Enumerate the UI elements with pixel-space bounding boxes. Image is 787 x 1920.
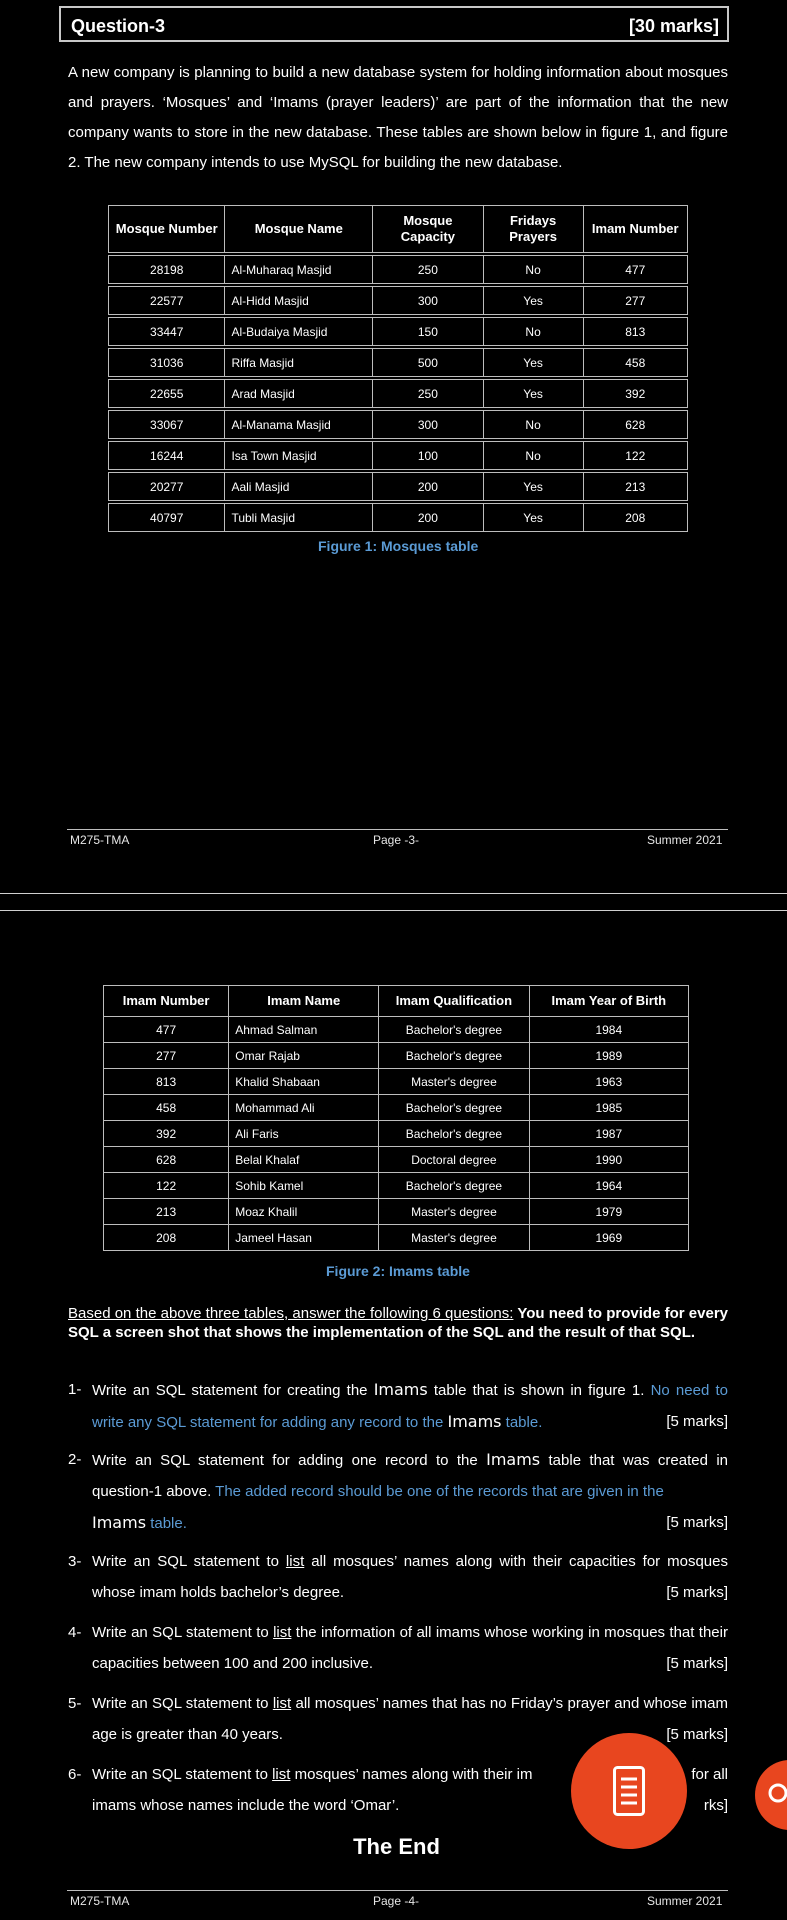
table-header-row [104,986,689,1017]
table-cell: 392 [104,1121,229,1147]
column-header: Imam Year of Birth [529,986,688,1017]
table-cell: Ali Faris [229,1121,379,1147]
table-cell: Bachelor's degree [379,1121,529,1147]
table-cell: Al-Hidd Masjid [225,285,373,316]
question-marks: rks] [703,1797,728,1814]
table-cell: Master's degree [379,1225,529,1251]
table-cell: No [483,254,583,285]
table-cell: Riffa Masjid [225,347,373,378]
table-row [109,409,688,440]
column-header: Imam Number [583,206,687,255]
table-cell: 1985 [529,1095,688,1121]
table-cell: Belal Khalaf [229,1147,379,1173]
table-row [104,1069,689,1095]
instructions-lead: Based on the above three tables, answer the following 6 questions: [68,1305,514,1322]
table-cell: Bachelor's degree [379,1095,529,1121]
table-cell: 1989 [529,1043,688,1069]
table-row [104,1173,689,1199]
table-cell: Jameel Hasan [229,1225,379,1251]
question-number: 1- [68,1381,82,1398]
question-marks: [5 marks] [666,1726,728,1743]
table-cell: 1990 [529,1147,688,1173]
page-break-line [0,910,787,911]
reader-mode-button[interactable] [571,1733,687,1849]
question-marks: [30 marks] [628,16,719,36]
instructions-bold: You need to provide for every SQL a screen shot that shows the implementation of the SQL and the result of that SQL. [68,1305,728,1341]
table-cell: Yes [483,285,583,316]
mosques-table [108,205,688,532]
question-number: 2- [68,1451,82,1468]
column-header: Fridays Prayers [483,206,583,255]
column-header: Imam Name [229,986,379,1017]
table-cell: Yes [483,378,583,409]
table-cell: 213 [104,1199,229,1225]
table-row [104,1147,689,1173]
table-cell: 813 [104,1069,229,1095]
column-header: Imam Number [104,986,229,1017]
table-cell: 300 [373,285,484,316]
table-cell: No [483,409,583,440]
table-row [104,1199,689,1225]
table-cell: 458 [104,1095,229,1121]
table-cell: 628 [104,1147,229,1173]
table-cell: Moaz Khalil [229,1199,379,1225]
table-cell: 200 [373,502,484,532]
question-title: Question-3 [71,16,166,36]
question-text: Write an SQL statement for creating the Imams table that is shown in figure 1. No need to write any SQL statement for adding any record to the Imams table. [5 marks] [92,1374,728,1438]
table-row [109,285,688,316]
table-row [104,1225,689,1251]
table-cell: No [483,440,583,471]
table-cell: 277 [583,285,687,316]
table-cell: 392 [583,378,687,409]
table-cell: 628 [583,409,687,440]
footer-page: Page -3- [373,833,420,847]
table-row [109,347,688,378]
table-cell: 458 [583,347,687,378]
question-marks: [5 marks] [666,1413,728,1430]
table-row [109,440,688,471]
table-cell: Bachelor's degree [379,1043,529,1069]
table-cell: 213 [583,471,687,502]
table-cell: 208 [104,1225,229,1251]
table-row [104,1095,689,1121]
table-cell: 33067 [109,409,225,440]
table-row [109,254,688,285]
table-row [104,1017,689,1043]
table-cell: 28198 [109,254,225,285]
footer-right: Summer 2021 [647,833,723,847]
page-break-line [0,893,787,894]
column-header: Mosque Name [225,206,373,255]
table-cell: 300 [373,409,484,440]
column-header: Mosque Number [109,206,225,255]
question-marks: [5 marks] [666,1655,728,1672]
table-cell: 1964 [529,1173,688,1199]
question-header-box [59,6,729,42]
table-cell: Master's degree [379,1069,529,1095]
table-cell: Bachelor's degree [379,1173,529,1199]
table-cell: 150 [373,316,484,347]
table-cell: Mohammad Ali [229,1095,379,1121]
table-cell: Bachelor's degree [379,1017,529,1043]
table-cell: 31036 [109,347,225,378]
table-cell: Al-Muharaq Masjid [225,254,373,285]
table-cell: 122 [583,440,687,471]
table-cell: Ahmad Salman [229,1017,379,1043]
table-cell: Arad Masjid [225,378,373,409]
imams-table [103,985,689,1251]
table-cell: Khalid Shabaan [229,1069,379,1095]
table-cell: 208 [583,502,687,532]
question-text: Write an SQL statement to list the information of all imams whose working in mosques that their capacities between 100 and 200 inclusive. [5 marks] [92,1617,728,1679]
table-cell: 1984 [529,1017,688,1043]
table-cell: Isa Town Masjid [225,440,373,471]
document-list-icon [613,1766,645,1816]
table-row [104,1121,689,1147]
question-number: 4- [68,1624,82,1641]
table-cell: 100 [373,440,484,471]
table-cell: Omar Rajab [229,1043,379,1069]
question-marks: [5 marks] [666,1514,728,1531]
table-row [109,471,688,502]
table-cell: 1979 [529,1199,688,1225]
table-cell: Al-Budaiya Masjid [225,316,373,347]
table-cell: 250 [373,378,484,409]
table-cell: 813 [583,316,687,347]
table-cell: 40797 [109,502,225,532]
question-text: Write an SQL statement to list all mosques’ names that has no Friday’s prayer and whose imam age is greater than 40 years. [5 marks] [92,1688,728,1750]
table-cell: 22577 [109,285,225,316]
table-cell: 250 [373,254,484,285]
question-item [68,1444,728,1532]
question-number: 3- [68,1553,82,1570]
table-cell: Yes [483,502,583,532]
table-cell: Master's degree [379,1199,529,1225]
question-number: 6- [68,1766,82,1783]
table-cell: 22655 [109,378,225,409]
table-cell: 277 [104,1043,229,1069]
table-cell: No [483,316,583,347]
footer-left: M275-TMA [70,1894,130,1908]
table-cell: Yes [483,471,583,502]
question-marks: [5 marks] [666,1584,728,1601]
question-item [68,1374,728,1436]
table-cell: 33447 [109,316,225,347]
instructions [68,1304,728,1342]
column-header: Imam Qualification [379,986,529,1017]
question-item [68,1546,728,1608]
table-cell: 20277 [109,471,225,502]
question-text: Write an SQL statement for adding one record to the Imams table that was created in question-1 above. The added record should be one of the records that are given in the Imams table. [5 marks] [92,1444,728,1539]
the-end-heading: The End [353,1834,440,1859]
question-item [68,1617,728,1679]
footer-right: Summer 2021 [647,1894,723,1908]
table-cell: 477 [583,254,687,285]
table-cell: 1963 [529,1069,688,1095]
footer-divider [67,1890,728,1891]
table-row [109,378,688,409]
table-cell: 1969 [529,1225,688,1251]
question-number: 5- [68,1695,82,1712]
table-cell: 122 [104,1173,229,1199]
table-row [109,316,688,347]
footer-page: Page -4- [373,1894,420,1908]
table-cell: 200 [373,471,484,502]
table-cell: Doctoral degree [379,1147,529,1173]
table-cell: Yes [483,347,583,378]
table-row [104,1043,689,1069]
table-row [109,502,688,532]
table-cell: 500 [373,347,484,378]
table-cell: Sohib Kamel [229,1173,379,1199]
search-icon [767,1782,787,1808]
search-button[interactable] [755,1760,787,1830]
question-text: Write an SQL statement to list all mosques’ names along with their capacities for mosques whose imam holds bachelor’s degree. [5 marks] [92,1546,728,1608]
footer-left: M275-TMA [70,833,130,847]
table-cell: Al-Manama Masjid [225,409,373,440]
table-header-row [109,206,688,255]
table-cell: 477 [104,1017,229,1043]
intro-paragraph: A new company is planning to build a new database system for holding information about mosques and prayers. ‘Mosques’ and ‘Imams (prayer leaders)’ are part of the information that the new company wants to store in the new database. These tables are shown below in figure 1, and figure 2. The new company intends to use MySQL for building the new database. [68,64,728,171]
table-cell: Tubli Masjid [225,502,373,532]
question-text: Write an SQL statement to list mosques’ names along with their im for all imams whose names include the word ‘Omar’. rks] [92,1759,728,1821]
column-header: Mosque Capacity [373,206,484,255]
table-cell: 16244 [109,440,225,471]
table-cell: 1987 [529,1121,688,1147]
table-cell: Aali Masjid [225,471,373,502]
footer-divider [67,829,728,830]
figure-1-caption: Figure 1: Mosques table [318,538,479,554]
figure-2-caption: Figure 2: Imams table [326,1263,470,1279]
